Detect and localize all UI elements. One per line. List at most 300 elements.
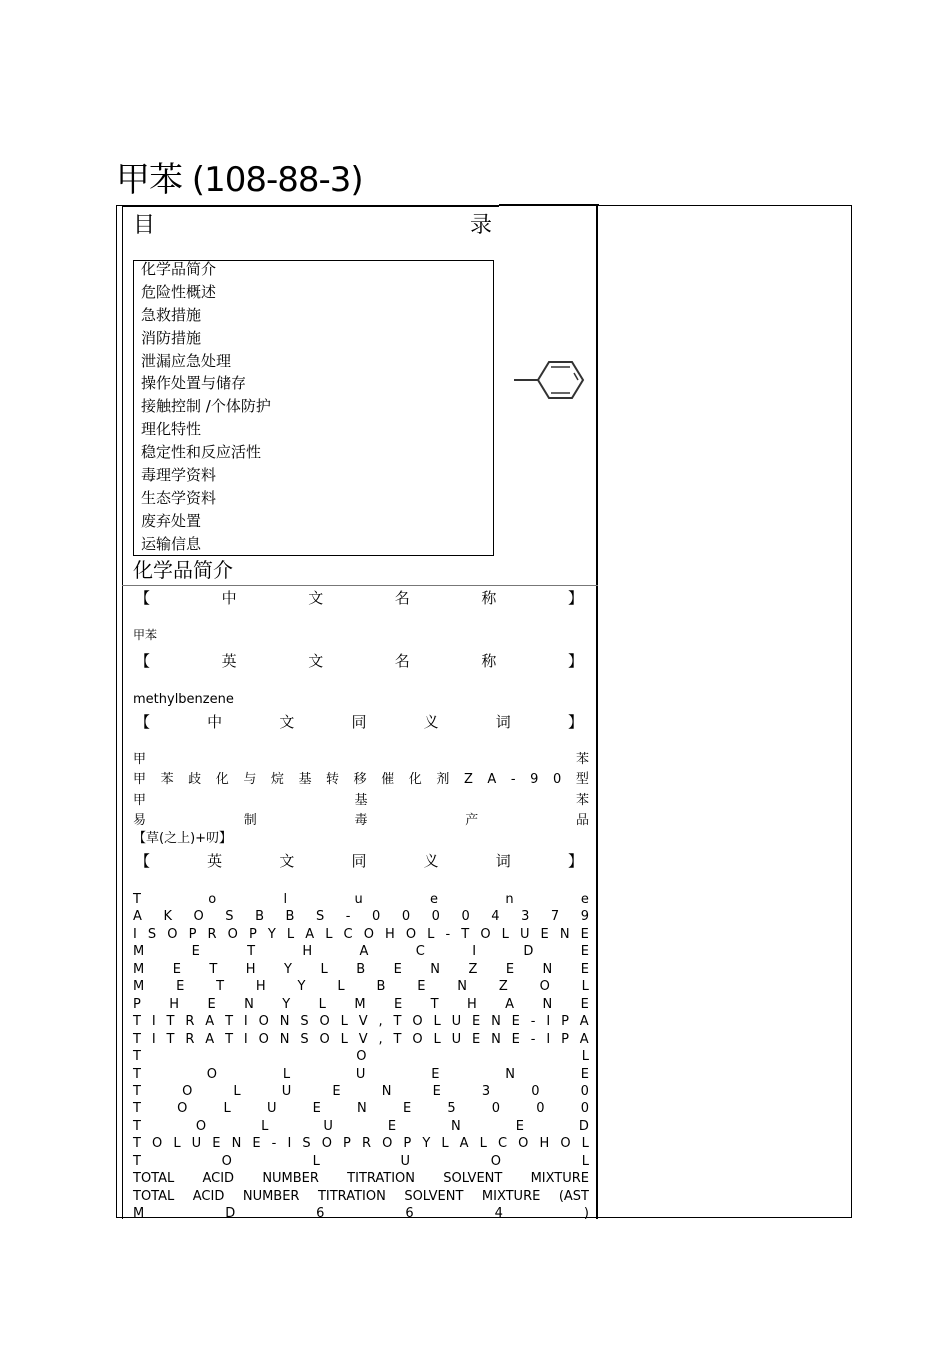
synonym-token: 歧 (188, 772, 202, 788)
synonym-token: T (225, 1014, 234, 1030)
synonym-token: N (542, 961, 553, 977)
synonym-token: E (471, 1031, 481, 1047)
synonym-token: 转 (326, 772, 340, 788)
synonym-token: - (530, 1014, 536, 1030)
synonym-token: D (225, 1206, 236, 1222)
synonym-token: H (466, 996, 477, 1012)
synonym-token: 0 (580, 1083, 589, 1099)
synonym-token: P (403, 1136, 412, 1152)
synonym-token: SOLVENT (443, 1171, 503, 1187)
synonym-token: P (133, 996, 141, 1012)
synonym-token: A (579, 1014, 589, 1030)
synonym-token: O (490, 1153, 501, 1169)
synonym-token: M (133, 944, 145, 960)
synonym-token: E (580, 944, 589, 960)
synonym-token: K (163, 909, 172, 925)
synonym-token: H (245, 961, 256, 977)
synonym-token: U (191, 1136, 202, 1152)
synonym-token: 品 (575, 812, 589, 828)
synonym-token: B (255, 909, 264, 925)
synonym-token: R (207, 926, 217, 942)
synonym-token: L (261, 1118, 269, 1134)
synonym-token: P (188, 926, 197, 942)
synonym-token: L (223, 1101, 231, 1117)
synonym-token: TITRATION (317, 1188, 386, 1204)
synonym-token: E (540, 926, 549, 942)
synonym-token: U (355, 1066, 366, 1082)
synonym-token: (AST (558, 1188, 589, 1204)
bracket-char: 同 (351, 713, 367, 731)
synonym-token: L (441, 1136, 449, 1152)
synonym-token: 甲 (133, 752, 147, 767)
synonym-token: L (581, 979, 589, 995)
synonym-token: TOTAL (133, 1171, 175, 1187)
synonym-token: O (518, 1136, 529, 1152)
toc-link[interactable]: 化学品简介 (141, 260, 217, 278)
synonym-token: 0 (552, 772, 562, 788)
bracket-char: 中 (207, 713, 223, 731)
synonym-token: O (405, 926, 417, 942)
synonym-token: - (510, 772, 516, 788)
toc-link[interactable]: 运输信息 (141, 534, 202, 553)
synonym-token: MIXTURE (481, 1188, 541, 1204)
toc-link[interactable]: 废弃处置 (141, 511, 202, 530)
bracket-char: 文 (308, 652, 324, 670)
synonym-token: Z (463, 772, 473, 788)
synonym-row (133, 1048, 589, 1065)
bracket-char: 名 (394, 589, 410, 607)
toc-link[interactable]: 稳定性和反应活性 (141, 443, 262, 462)
synonym-token: E (393, 996, 403, 1012)
synonym-row (133, 792, 589, 809)
synonym-token: T (133, 1136, 141, 1152)
synonym-token: T (393, 1014, 402, 1030)
synonym-token: O (480, 926, 491, 942)
synonym-token: V (358, 1014, 368, 1030)
synonym-token: 4 (491, 909, 500, 925)
bracket-char: 【 (135, 852, 151, 870)
bracket-char: 】 (567, 852, 583, 870)
bracket-char: 英 (207, 852, 223, 870)
synonym-token: 甲 (133, 772, 147, 788)
synonym-row (133, 926, 589, 943)
synonym-token: TITRATION (347, 1171, 416, 1187)
toc-link[interactable]: 泄漏应急处理 (141, 351, 232, 370)
synonym-row (133, 812, 589, 829)
synonym-token: 0 (536, 1101, 545, 1117)
bracket-char: 文 (279, 852, 295, 870)
synonym-token: E (252, 1136, 261, 1152)
synonym-token: N (357, 1101, 367, 1117)
top-rule (122, 205, 499, 207)
toc-link[interactable]: 毒理学资料 (141, 466, 217, 485)
toc-link[interactable]: 接触控制 /个体防护 (141, 397, 271, 416)
synonym-token: 与 (243, 772, 257, 788)
synonym-token: I (133, 926, 137, 942)
synonym-token: Z (498, 979, 508, 995)
synonym-token: U (281, 1083, 292, 1099)
synonym-token: B (356, 961, 366, 977)
synonym-token: T (133, 1083, 141, 1099)
synonym-row (133, 891, 589, 908)
synonym-token: 甲 (133, 792, 147, 808)
synonym-token: N (381, 1083, 392, 1099)
synonym-token: O (382, 1136, 393, 1152)
bracket-char: 名 (394, 652, 410, 670)
bracket-char: 【 (135, 652, 151, 670)
synonym-token: E (580, 961, 589, 977)
synonym-token: 3 (521, 909, 530, 925)
synonym-token: N (542, 996, 553, 1012)
synonym-token: O (319, 1014, 330, 1030)
bracket-char: 【 (135, 713, 151, 731)
synonym-token: B (285, 909, 295, 925)
synonym-token: MIXTURE (530, 1171, 589, 1187)
synonym-token: 化 (215, 772, 229, 788)
synonym-token: 基 (298, 772, 312, 788)
bracket-char: 中 (221, 589, 237, 607)
synonym-token: L (581, 1153, 589, 1169)
synonym-token: N (451, 1118, 461, 1134)
synonym-token: O (321, 1136, 332, 1152)
synonym-token: TOTAL (133, 1188, 175, 1204)
synonym-token: R (361, 1136, 371, 1152)
synonym-token: T (166, 1014, 175, 1030)
synonym-token: U (451, 1014, 462, 1030)
synonym-token: O (258, 1014, 269, 1030)
synonym-token: V (358, 1031, 368, 1047)
synonym-token: 苯 (160, 772, 174, 788)
synonym-token: T (133, 1101, 141, 1117)
synonym-row (133, 961, 589, 978)
synonym-token: 制 (243, 812, 257, 828)
synonym-token: Y (284, 961, 292, 977)
synonym-token: B (376, 979, 386, 995)
synonym-token: T (133, 1049, 141, 1065)
synonym-row (133, 908, 589, 925)
synonym-token: - (345, 909, 351, 925)
bracket-char: 】 (567, 652, 583, 670)
synonym-token: T (133, 892, 141, 907)
toc-heading-left: 目 (133, 213, 156, 238)
synonym-token: H (302, 944, 313, 960)
synonym-token: T (461, 926, 470, 942)
synonym-token: O (182, 1083, 193, 1099)
synonym-token: o (208, 892, 217, 907)
synonym-token: e (580, 892, 589, 907)
bracket-char: 英 (221, 652, 237, 670)
synonym-row (133, 1135, 589, 1152)
synonym-token: O (319, 1031, 330, 1047)
synonym-row (133, 1031, 589, 1048)
synonym-row (133, 1205, 589, 1222)
bracket-char: 词 (495, 713, 511, 731)
synonym-token: E (393, 961, 402, 977)
synonym-token: 0 (531, 1083, 540, 1099)
synonym-token: H (539, 1136, 550, 1152)
synonym-token: N (505, 1066, 515, 1082)
bracket-char: 【 (135, 589, 151, 607)
synonym-token: 烷 (270, 772, 284, 788)
synonym-token: , (378, 1014, 383, 1030)
synonym-token: NUMBER (262, 1171, 319, 1187)
synonym-token: P (343, 1136, 351, 1152)
bracket-char: 】 (567, 713, 583, 731)
synonym-token: ACID (192, 1188, 225, 1204)
synonym-token: P (248, 926, 257, 942)
synonym-token: N (279, 1014, 290, 1030)
synonym-token: L (581, 1049, 589, 1065)
synonym-token: D (523, 944, 534, 960)
synonym-token: E (212, 1136, 221, 1152)
synonym-token: E (312, 1101, 321, 1117)
synonym-token: I (151, 1014, 156, 1030)
toc-link[interactable]: 危险性概述 (141, 282, 217, 301)
synonym-token: 苯 (575, 792, 589, 808)
synonym-token: E (580, 996, 589, 1012)
synonym-token: O (167, 926, 178, 942)
cn-name-value: 甲苯 (133, 628, 158, 642)
synonym-token: 4 (494, 1206, 503, 1222)
synonym-token: M (133, 961, 145, 977)
synonym-token: E (432, 1083, 441, 1099)
synonym-token: E (402, 1101, 412, 1117)
toc-link[interactable]: 理化特性 (141, 420, 202, 439)
synonym-token: I (546, 1031, 551, 1047)
synonym-token: O (560, 1136, 571, 1152)
en-name-header (135, 652, 583, 670)
synonym-token: u (354, 892, 363, 907)
synonym-token: T (247, 944, 256, 960)
toc-link[interactable]: 生态学资料 (141, 488, 217, 507)
synonym-row (133, 1100, 589, 1117)
synonym-token: 型 (575, 772, 589, 788)
toc-link[interactable]: 急救措施 (141, 305, 202, 324)
synonym-token: 产 (465, 812, 479, 828)
synonym-token: O (152, 1136, 163, 1152)
synonym-token: I (287, 1136, 292, 1152)
synonym-token: Y (282, 996, 291, 1012)
page-title: 甲苯 (108-88-3) (116, 160, 363, 200)
synonym-token: H (385, 926, 395, 942)
synonym-token: 催 (381, 772, 395, 788)
cn-syn-header (135, 713, 583, 731)
synonym-token: E (580, 926, 589, 942)
synonym-token: E (176, 979, 185, 995)
synonym-token: 移 (353, 772, 367, 788)
synonym-token: L (320, 961, 328, 977)
synonym-token: e (430, 892, 439, 907)
synonym-token: N (457, 979, 467, 995)
synonym-token: 易 (133, 812, 147, 828)
synonym-token: A (205, 1014, 215, 1030)
bracket-char: 文 (279, 713, 295, 731)
bracket-char: 同 (351, 852, 367, 870)
synonym-token: L (325, 926, 333, 942)
toc-link[interactable]: 操作处置与储存 (141, 374, 247, 393)
synonym-token: N (244, 996, 254, 1012)
bracket-char: 义 (423, 852, 439, 870)
synonym-token: 9 (580, 909, 589, 925)
synonym-row (133, 771, 589, 788)
synonym-token: O (195, 1118, 207, 1134)
synonym-token: A (305, 926, 315, 942)
toc-heading-right: 录 (470, 213, 493, 238)
synonym-token: O (258, 1031, 269, 1047)
synonym-token: P (561, 1031, 569, 1047)
synonym-token: N (279, 1031, 290, 1047)
synonym-token: Y (267, 926, 276, 942)
synonym-token: 0 (461, 909, 470, 925)
synonym-token: C (415, 944, 425, 960)
synonym-token: I (546, 1014, 551, 1030)
synonym-token: S (300, 1014, 309, 1030)
bracket-char: 文 (308, 589, 324, 607)
synonym-token: T (133, 1066, 141, 1082)
synonym-token: L (340, 1031, 348, 1047)
synonym-token: , (378, 1031, 383, 1047)
synonym-token: M (133, 979, 145, 995)
synonym-token: T (133, 1153, 141, 1169)
synonym-token: S (300, 1031, 309, 1047)
synonym-token: 化 (408, 772, 422, 788)
synonym-token: T (133, 1031, 141, 1047)
synonym-token: T (133, 1014, 141, 1030)
synonym-token: 0 (491, 1101, 501, 1117)
synonym-token: E (387, 1118, 397, 1134)
bracket-char: 称 (481, 589, 497, 607)
synonym-token: S (315, 909, 325, 925)
synonym-token: P (561, 1014, 569, 1030)
synonym-row (133, 1188, 589, 1205)
toc-list (141, 258, 271, 556)
synonym-token: 9 (530, 772, 539, 788)
section-divider (122, 585, 598, 586)
synonym-token: L (340, 1014, 348, 1030)
synonym-token: A (133, 909, 142, 925)
synonym-row (133, 1153, 589, 1170)
synonym-token: 0 (431, 909, 440, 925)
synonym-token: 5 (447, 1101, 456, 1117)
en-name-value: methylbenzene (133, 692, 234, 707)
synonym-token: O (206, 1066, 217, 1082)
synonym-token: L (581, 1136, 589, 1152)
synonym-token: M (133, 1206, 145, 1222)
synonym-token: L (433, 1031, 441, 1047)
synonym-token: 6 (405, 1206, 414, 1222)
synonym-token: L (282, 1066, 291, 1082)
synonym-token: H (169, 996, 180, 1012)
synonym-token: L (433, 1014, 441, 1030)
synonym-token: E (207, 996, 216, 1012)
synonym-token: C (497, 1136, 508, 1152)
synonym-token: I (472, 944, 477, 960)
synonym-token: A (487, 772, 497, 788)
synonym-token: - (530, 1031, 536, 1047)
synonym-token: A (579, 1031, 589, 1047)
synonym-token: Y (297, 979, 306, 995)
synonym-token: 3 (481, 1083, 491, 1099)
synonym-token: Z (468, 961, 478, 977)
synonym-token: L (173, 1136, 181, 1152)
synonym-token: O (177, 1101, 188, 1117)
synonym-token: 苯 (575, 752, 589, 767)
synonym-token: U (266, 1101, 277, 1117)
synonym-row (133, 996, 589, 1013)
synonym-token: I (243, 1031, 248, 1047)
synonym-token: 毒 (354, 812, 368, 828)
synonym-token: - (445, 926, 451, 942)
synonym-token: U (519, 926, 530, 942)
synonym-token: SOLVENT (404, 1188, 464, 1204)
synonym-token: 基 (354, 792, 368, 808)
synonym-token: A (359, 944, 369, 960)
synonym-token: S (302, 1136, 311, 1152)
synonym-token: n (505, 892, 514, 907)
synonym-token: - (271, 1136, 277, 1152)
synonym-token: 0 (372, 909, 381, 925)
synonym-token: l (283, 892, 288, 907)
synonym-token: E (511, 1031, 520, 1047)
synonym-token: 0 (580, 1101, 589, 1117)
synonym-token: U (451, 1031, 462, 1047)
synonym-token: L (337, 979, 345, 995)
synonym-token: O (363, 926, 374, 942)
synonym-row (133, 1083, 589, 1100)
synonym-token: A (205, 1031, 215, 1047)
synonym-row (133, 751, 589, 768)
synonym-token: N (231, 1136, 242, 1152)
synonym-token: I (151, 1031, 156, 1047)
synonym-token: E (172, 961, 181, 977)
synonym-token: E (580, 1066, 589, 1082)
synonym-token: O (412, 1014, 423, 1030)
synonym-token: O (412, 1031, 423, 1047)
synonym-token: O (227, 926, 238, 942)
synonym-token: L (312, 1153, 320, 1169)
synonym-token: U (323, 1118, 333, 1134)
synonym-token: T (133, 1118, 141, 1134)
synonym-token: E (431, 1066, 440, 1082)
synonym-token: C (343, 926, 353, 942)
synonym-token: T (209, 961, 218, 977)
synonym-row (133, 1118, 589, 1135)
synonym-token: N (559, 926, 570, 942)
synonym-token: E (515, 1118, 524, 1134)
synonym-token: E (511, 1014, 520, 1030)
synonym-token: L (286, 926, 295, 942)
bracket-char: 】 (567, 589, 583, 607)
bracket-char: 称 (481, 652, 497, 670)
toc-link[interactable]: 消防措施 (141, 328, 202, 347)
synonym-token: R (185, 1031, 195, 1047)
synonym-row (133, 1013, 589, 1030)
synonym-token: U (400, 1153, 411, 1169)
synonym-token: E (505, 961, 515, 977)
synonym-token: E (471, 1014, 481, 1030)
synonym-token: L (233, 1083, 241, 1099)
synonym-row (133, 943, 589, 960)
synonym-token: Y (422, 1136, 431, 1152)
synonym-token: 剂 (436, 772, 450, 788)
synonym-token: N (491, 1031, 501, 1047)
synonym-token: N (430, 961, 440, 977)
synonym-token: 6 (316, 1206, 325, 1222)
synonym-token: T (393, 1031, 402, 1047)
en-syn-header (135, 852, 583, 870)
synonym-token: R (185, 1014, 195, 1030)
cn-synonym-last: 【草(之上)+叨】 (133, 831, 233, 846)
